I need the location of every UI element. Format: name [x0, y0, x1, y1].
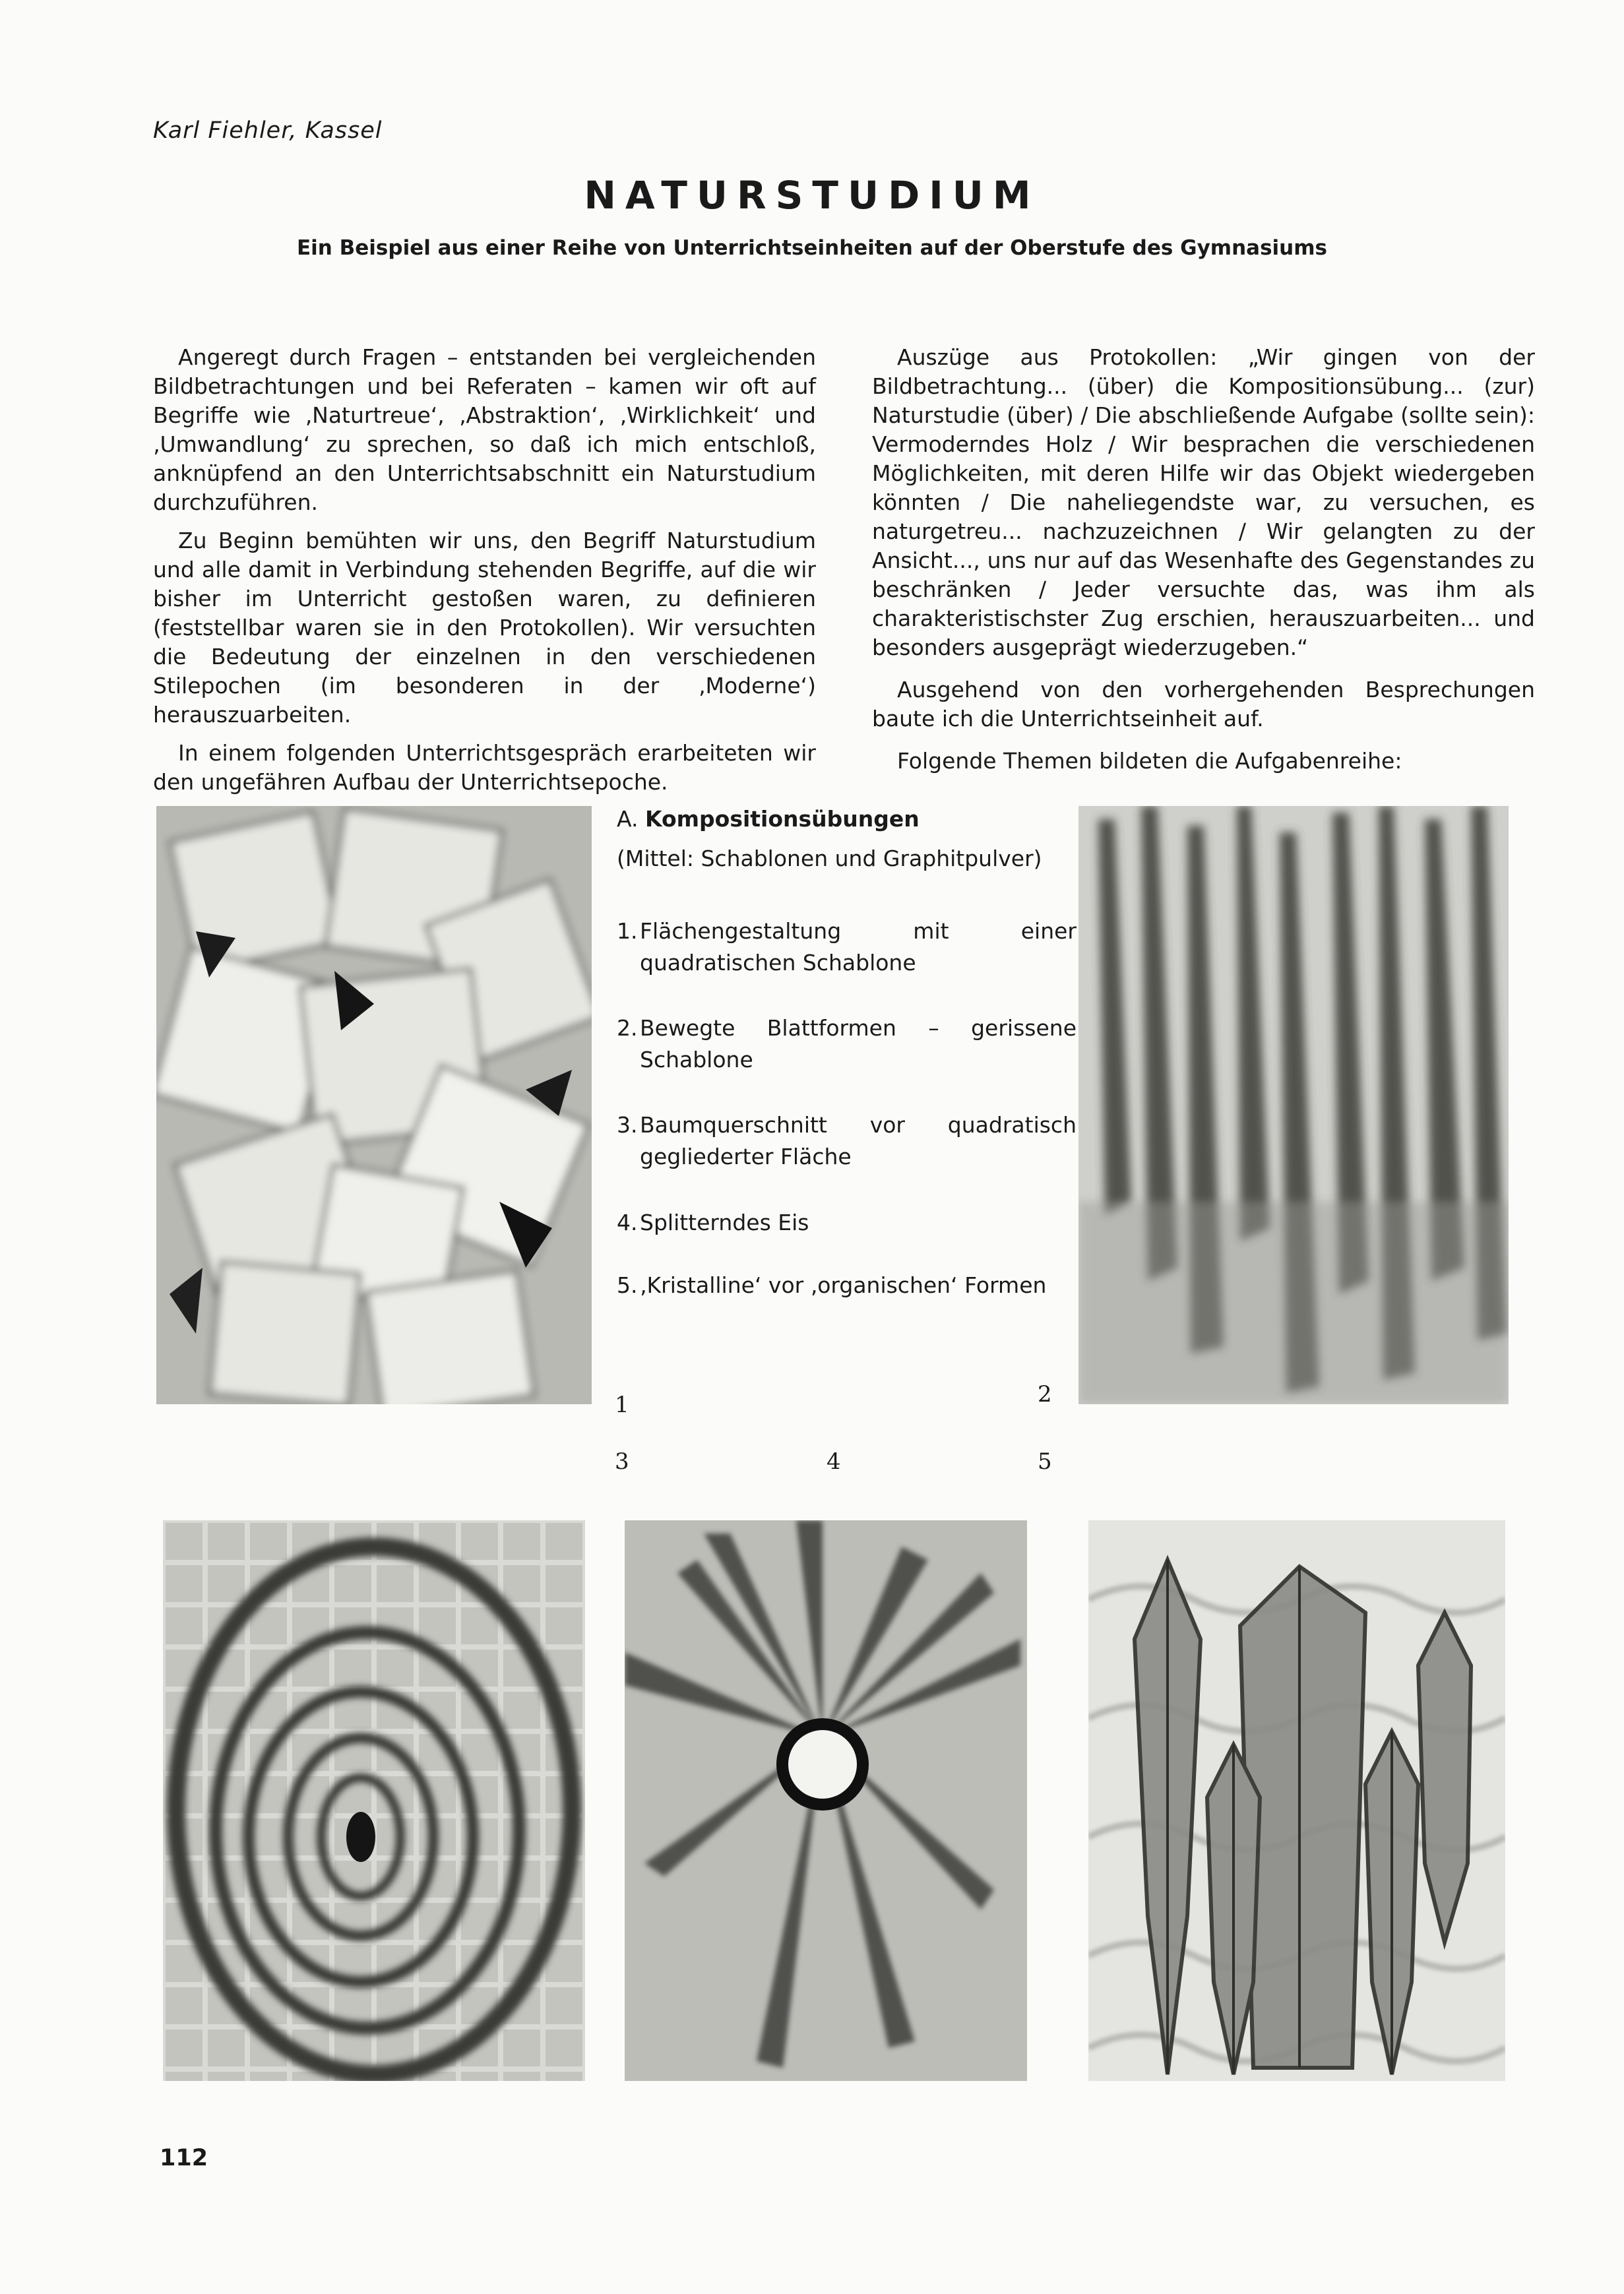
figure-4-splintering-ice: [625, 1520, 1027, 2081]
paragraph: In einem folgenden Unterrichtsgespräch erarbeiteten wir den ungefähren Aufbau der Unterrichtsepoche.: [153, 740, 816, 795]
figure-number-2: 2: [1038, 1381, 1052, 1408]
list-item: Splitterndes Eis: [640, 1210, 809, 1235]
list-number: 1.: [617, 918, 638, 944]
figure-number-4: 4: [827, 1448, 841, 1475]
right-text-column: [872, 343, 1535, 789]
list-item: Baumquerschnitt vor quadratisch gegliederter Fläche: [640, 1112, 1077, 1169]
paragraph: Folgende Themen bildeten die Aufgabenreihe:: [897, 748, 1402, 774]
figure-1-square-stencil-composition: [156, 806, 592, 1404]
figure-number-1: 1: [615, 1392, 629, 1418]
section-heading: [617, 803, 920, 835]
author-line: Karl Fiehler, Kassel: [153, 117, 383, 144]
list-number: 4.: [617, 1210, 638, 1235]
figure-5-crystalline-forms: [1088, 1520, 1505, 2081]
figure-3-tree-cross-section: [163, 1520, 585, 2081]
article-subtitle: Ein Beispiel aus einer Reihe von Unterrichtseinheiten auf der Oberstufe des Gymnasiums: [296, 236, 1327, 260]
article-title: NATURSTUDIUM: [584, 173, 1040, 218]
left-text-column: [153, 343, 816, 806]
paragraph: Angeregt durch Fragen – entstanden bei vergleichenden Bildbetrachtungen und bei Referaten – kamen wir oft auf Begriffe wie ‚Naturtreue‘, ‚Abstraktion‘, ‚Wirklichkeit‘ und ‚Umwandlung‘ zu sprechen, so daß ich mich entschloß, anknüpfend an den Unterrichtsabschnitt ein Naturstudium durchzuführen.: [153, 344, 816, 515]
page-number: 112: [160, 2145, 208, 2171]
list-number: 3.: [617, 1112, 638, 1138]
list-number: 2.: [617, 1015, 638, 1041]
figure-number-5: 5: [1038, 1448, 1052, 1475]
paragraph: Zu Beginn bemühten wir uns, den Begriff Naturstudium und alle damit in Verbindung stehenden Begriffe, auf die wir bisher im Unterricht gestoßen waren, zu definieren (feststellbar waren sie in den Protokollen). Wir versuchten die Bedeutung der einzelnen in den verschiedenen Stilepochen (im besonderen in der ‚Moderne‘) herauszuarbeiten.: [153, 528, 816, 728]
list-item: Bewegte Blattformen – gerissene Schablone: [640, 1015, 1077, 1072]
figure-number-3: 3: [615, 1448, 629, 1475]
list-item: ‚Kristalline‘ vor ‚organischen‘ Formen: [640, 1272, 1047, 1298]
section-subtitle: (Mittel: Schablonen und Graphitpulver): [617, 846, 1042, 871]
list-number: 5.: [617, 1272, 638, 1298]
figure-2-torn-leaf-forms: [1078, 806, 1509, 1404]
section-prefix: A.: [617, 806, 639, 832]
paragraph: Auszüge aus Protokollen: „Wir gingen von der Bildbetrachtung... (über) die Kompositionsübung... (zur) Naturstudie (über) / Die abschließende Aufgabe (sollte sein): Vermoderndes Holz / Wir besprachen die verschiedenen Möglichkeiten, mit deren Hilfe wir das Objekt wiedergeben könnten / Die naheliegendste war, zu versuchen, es naturgetreu... nachzuzeichnen / Wir gelangten zu der Ansicht..., uns nur auf das Wesenhafte des Gegenstandes zu beschränken / Jeder versuchte das, was ihm als charakteristischster Zug erschien, herauszuarbeiten... und besonders ausgeprägt wiederzugeben.“: [872, 344, 1535, 660]
paragraph: Ausgehend von den vorhergehenden Besprechungen baute ich die Unterrichtseinheit auf.: [872, 677, 1535, 731]
list-item: Flächengestaltung mit einer quadratischen Schablone: [640, 918, 1077, 976]
section-title: Kompositionsübungen: [644, 806, 920, 832]
